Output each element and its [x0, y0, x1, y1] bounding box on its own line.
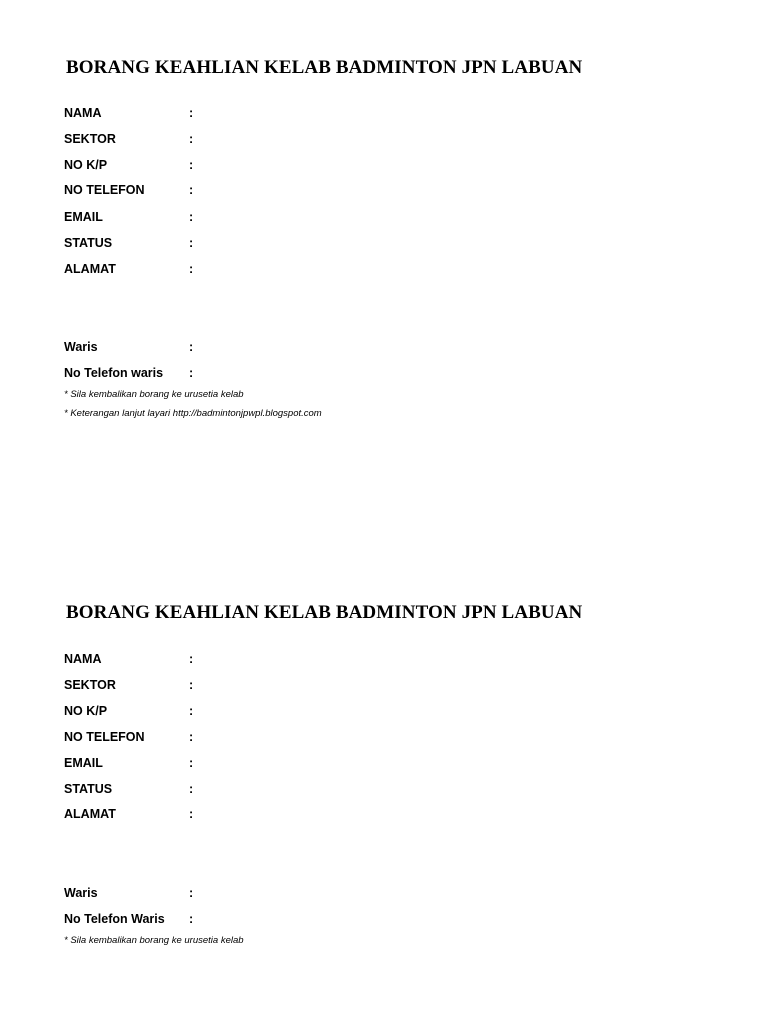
- field-colon: :: [189, 236, 194, 250]
- field-colon: :: [189, 652, 194, 666]
- form-title: BORANG KEAHLIAN KELAB BADMINTON JPN LABUAN: [66, 602, 583, 623]
- field-label: EMAIL: [64, 756, 103, 770]
- note-return-form: * Sila kembalikan borang ke urusetia kelab: [64, 389, 244, 400]
- field-label: NAMA: [64, 652, 102, 666]
- field-colon: :: [189, 782, 194, 796]
- field-label: NO K/P: [64, 704, 108, 718]
- field-colon: :: [189, 210, 194, 224]
- field-colon: :: [189, 912, 194, 926]
- field-colon: :: [189, 132, 194, 146]
- field-colon: :: [189, 340, 194, 354]
- field-label: STATUS: [64, 236, 113, 250]
- field-label: Waris: [64, 340, 98, 354]
- field-label: NAMA: [64, 106, 102, 120]
- field-colon: :: [189, 756, 194, 770]
- field-label: NO TELEFON: [64, 183, 145, 197]
- field-colon: :: [189, 807, 194, 821]
- field-label: NO K/P: [64, 158, 108, 172]
- note-more-info: * Keterangan lanjut layari http://badmintonjpwpl.blogspot.com: [64, 408, 322, 419]
- field-colon: :: [189, 886, 194, 900]
- field-colon: :: [189, 704, 194, 718]
- field-label: No Telefon Waris: [64, 912, 165, 926]
- note-return-form: * Sila kembalikan borang ke urusetia kelab: [64, 935, 244, 946]
- field-label: SEKTOR: [64, 678, 116, 692]
- field-colon: :: [189, 366, 194, 380]
- field-colon: :: [189, 106, 194, 120]
- field-colon: :: [189, 678, 194, 692]
- field-label: ALAMAT: [64, 807, 116, 821]
- field-label: STATUS: [64, 782, 113, 796]
- field-label: ALAMAT: [64, 262, 116, 276]
- field-colon: :: [189, 183, 194, 197]
- field-colon: :: [189, 158, 194, 172]
- field-label: SEKTOR: [64, 132, 116, 146]
- form-title: BORANG KEAHLIAN KELAB BADMINTON JPN LABUAN: [66, 57, 583, 78]
- field-label: EMAIL: [64, 210, 103, 224]
- field-label: No Telefon waris: [64, 366, 164, 380]
- field-label: NO TELEFON: [64, 730, 145, 744]
- field-label: Waris: [64, 886, 98, 900]
- field-colon: :: [189, 262, 194, 276]
- field-colon: :: [189, 730, 194, 744]
